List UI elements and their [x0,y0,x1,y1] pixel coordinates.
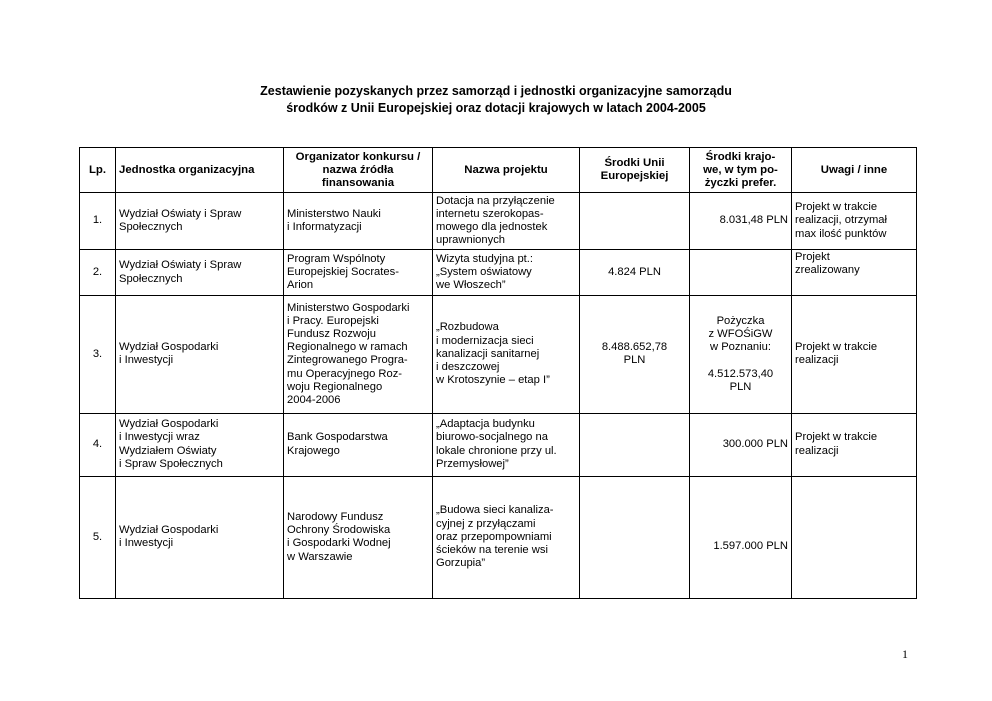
cell-national-funds: 8.031,48 PLN [690,193,792,250]
cell-project: „Rozbudowa i modernizacja sieci kanalizacji sanitarnej i deszczowej w Krotoszynie – etap I” [433,296,580,413]
cell-project: Dotacja na przyłączenie internetu szerokopas- mowego dla jednostek uprawnionych [433,193,580,250]
cell-lp: 4. [80,413,116,476]
cell-organizer: Bank Gospodarstwa Krajowego [284,413,433,476]
funding-table [79,147,917,599]
header-national-funds: Środki krajo- we, w tym po- życzki prefer. [690,148,792,193]
cell-project: Wizyta studyjna pt.: „System oświatowy we Włoszech” [433,250,580,296]
table-row [80,296,917,413]
cell-remarks: Projekt zrealizowany [792,250,917,296]
cell-national-funds [690,250,792,296]
header-project: Nazwa projektu [433,148,580,193]
document-title [0,83,992,117]
cell-remarks: Projekt w trakcie realizacji [792,413,917,476]
cell-unit: Wydział Oświaty i Spraw Społecznych [116,193,284,250]
cell-lp: 1. [80,193,116,250]
table-row [80,476,917,598]
cell-organizer: Ministerstwo Gospodarki i Pracy. Europejski Fundusz Rozwoju Regionalnego w ramach Zintegrowanego Progra- mu Operacyjnego Roz- woju Regionalnego 2004-2006 [284,296,433,413]
cell-project: „Adaptacja budynku biurowo-socjalnego na lokale chronione przy ul. Przemysłowej” [433,413,580,476]
table-row [80,413,917,476]
table-header-row [80,148,917,193]
cell-eu-funds [580,413,690,476]
header-eu-funds: Środki Unii Europejskiej [580,148,690,193]
cell-lp: 2. [80,250,116,296]
cell-project: „Budowa sieci kanaliza- cyjnej z przyłączami oraz przepompowniami ścieków na terenie wsi Gorzupia” [433,476,580,598]
header-lp: Lp. [80,148,116,193]
cell-unit: Wydział Gospodarki i Inwestycji wraz Wydziałem Oświaty i Spraw Społecznych [116,413,284,476]
cell-organizer: Ministerstwo Nauki i Informatyzacji [284,193,433,250]
cell-national-funds: 1.597.000 PLN [690,476,792,598]
cell-remarks: Projekt w trakcie realizacji, otrzymał max ilość punktów [792,193,917,250]
cell-national-funds: 300.000 PLN [690,413,792,476]
header-remarks: Uwagi / inne [792,148,917,193]
cell-organizer: Program Wspólnoty Europejskiej Socrates- Arion [284,250,433,296]
cell-eu-funds [580,193,690,250]
page-number: 1 [902,647,908,661]
cell-remarks: Projekt w trakcie realizacji [792,296,917,413]
title-line-2: środków z Unii Europejskiej oraz dotacji krajowych w latach 2004-2005 [286,101,706,115]
cell-lp: 5. [80,476,116,598]
cell-eu-funds [580,476,690,598]
header-organizer: Organizator konkursu / nazwa źródła finansowania [284,148,433,193]
cell-national-funds: Pożyczka z WFOŚiGW w Poznaniu: 4.512.573,40 PLN [690,296,792,413]
cell-remarks [792,476,917,598]
header-unit: Jednostka organizacyjna [116,148,284,193]
table-row [80,250,917,296]
cell-unit: Wydział Oświaty i Spraw Społecznych [116,250,284,296]
title-line-1: Zestawienie pozyskanych przez samorząd i jednostki organizacyjne samorządu [260,84,732,98]
cell-organizer: Narodowy Fundusz Ochrony Środowiska i Gospodarki Wodnej w Warszawie [284,476,433,598]
cell-eu-funds: 8.488.652,78 PLN [580,296,690,413]
cell-unit: Wydział Gospodarki i Inwestycji [116,296,284,413]
cell-unit: Wydział Gospodarki i Inwestycji [116,476,284,598]
table-row [80,193,917,250]
cell-lp: 3. [80,296,116,413]
cell-eu-funds: 4.824 PLN [580,250,690,296]
